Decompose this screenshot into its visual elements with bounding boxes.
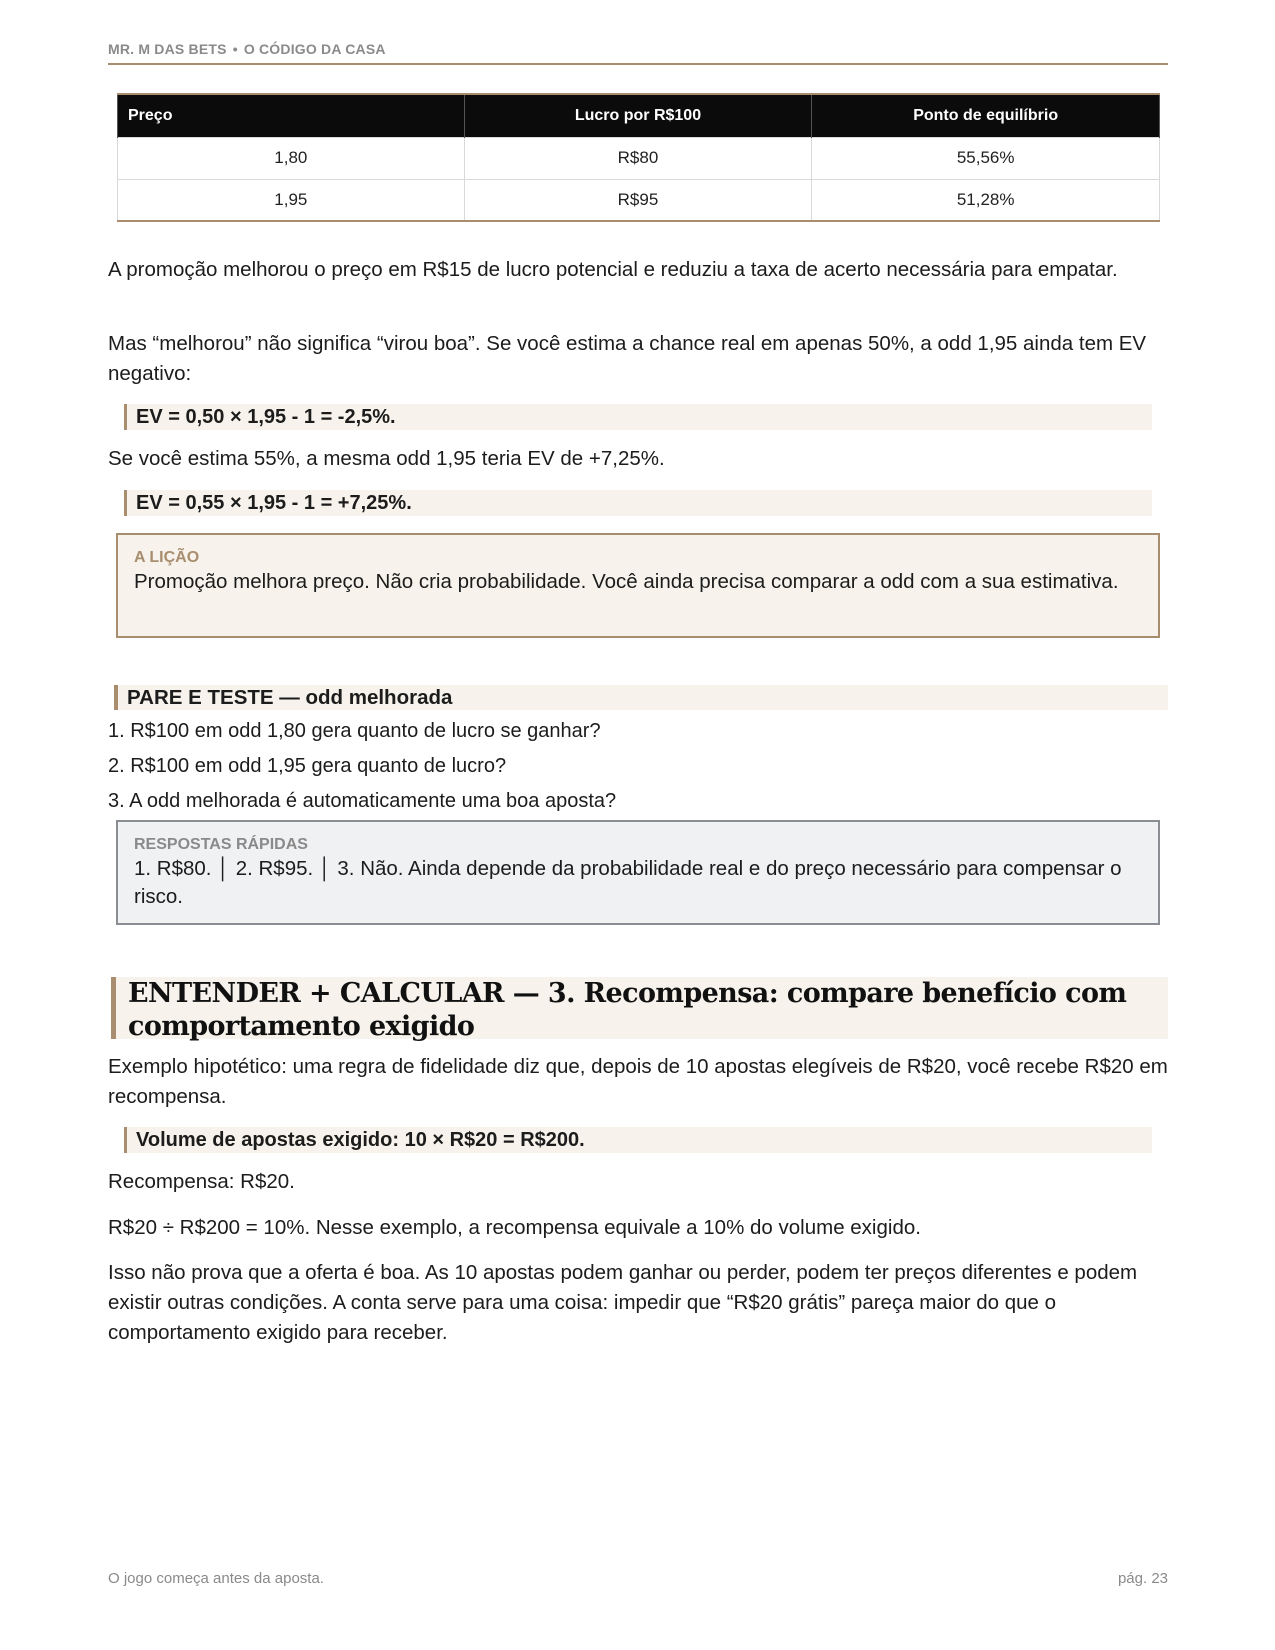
formula-ev-positive: EV = 0,55 × 1,95 - 1 = +7,25%.	[124, 490, 1152, 516]
column-header-breakeven: Ponto de equilíbrio	[812, 94, 1160, 137]
lesson-callout	[116, 533, 1160, 638]
header-separator: •	[232, 41, 238, 57]
table-cell: 51,28%	[812, 179, 1160, 221]
table-cell: 1,95	[118, 179, 465, 221]
pare-e-teste-heading: PARE E TESTE — odd melhorada	[114, 685, 1168, 710]
lesson-body: Promoção melhora preço. Não cria probabilidade. Você ainda precisa comparar a odd com a sua estimativa.	[134, 570, 1119, 593]
table-row	[118, 137, 1160, 179]
paragraph-promo-improved: A promoção melhorou o preço em R$15 de lucro potencial e reduziu a taxa de acerto necessária para empatar.	[108, 258, 1118, 281]
table-header-row	[118, 94, 1160, 137]
formula-ev-negative: EV = 0,50 × 1,95 - 1 = -2,5%.	[124, 404, 1152, 430]
list-item: 1. R$100 em odd 1,80 gera quanto de lucro se ganhar?	[108, 720, 601, 742]
table-cell: R$80	[464, 137, 812, 179]
section-heading: ENTENDER + CALCULAR — 3. Recompensa: compare benefício com comportamento exigido	[111, 977, 1168, 1039]
list-item: 2. R$100 em odd 1,95 gera quanto de lucro?	[108, 755, 507, 777]
table-cell: R$95	[464, 179, 812, 221]
table-cell: 55,56%	[812, 137, 1160, 179]
column-header-profit: Lucro por R$100	[464, 94, 812, 137]
answers-body: 1. R$80. │ 2. R$95. │ 3. Não. Ainda depende da probabilidade real e do preço necessário para compensar o risco.	[134, 857, 1122, 908]
paragraph-improved-not-good: Mas “melhorou” não significa “virou boa”. Se você estima a chance real em apenas 50%, a odd 1,95 ainda tem EV negativo:	[108, 332, 1147, 385]
lesson-tag: A LIÇÃO	[134, 549, 200, 566]
paragraph-loyalty-example: Exemplo hipotético: uma regra de fidelidade diz que, depois de 10 apostas elegíveis de R$20, você recebe R$20 em recompensa.	[108, 1055, 1168, 1108]
column-header-price: Preço	[118, 94, 465, 137]
answers-callout	[116, 820, 1160, 925]
table-cell: 1,80	[118, 137, 465, 179]
formula-volume-required: Volume de apostas exigido: 10 × R$20 = R$200.	[124, 1127, 1152, 1153]
odds-table	[117, 93, 1160, 222]
list-item: 3. A odd melhorada é automaticamente uma boa aposta?	[108, 790, 617, 812]
paragraph-reward: Recompensa: R$20.	[108, 1170, 295, 1193]
paragraph-estimate-55: Se você estima 55%, a mesma odd 1,95 teria EV de +7,25%.	[108, 447, 665, 470]
document-page	[108, 0, 1168, 1650]
paragraph-not-proof: Isso não prova que a oferta é boa. As 10 apostas podem ganhar ou perder, podem ter preços diferentes e podem existir outras condições. A conta serve para uma coisa: impedir que “R$20 grátis” pareça maior do que o comportamento exigido para receber.	[108, 1261, 1138, 1344]
table-row	[118, 179, 1160, 221]
footer-tagline: O jogo começa antes da aposta.	[108, 1570, 324, 1587]
header-book-title: O CÓDIGO DA CASA	[243, 41, 386, 57]
paragraph-reward-ratio: R$20 ÷ R$200 = 10%. Nesse exemplo, a recompensa equivale a 10% do volume exigido.	[108, 1216, 921, 1239]
header-author: MR. M DAS BETS	[108, 41, 227, 57]
page-number: pág. 23	[1117, 1570, 1168, 1587]
answers-tag: RESPOSTAS RÁPIDAS	[134, 836, 308, 853]
question-list	[108, 714, 1168, 819]
running-header	[108, 41, 1168, 65]
